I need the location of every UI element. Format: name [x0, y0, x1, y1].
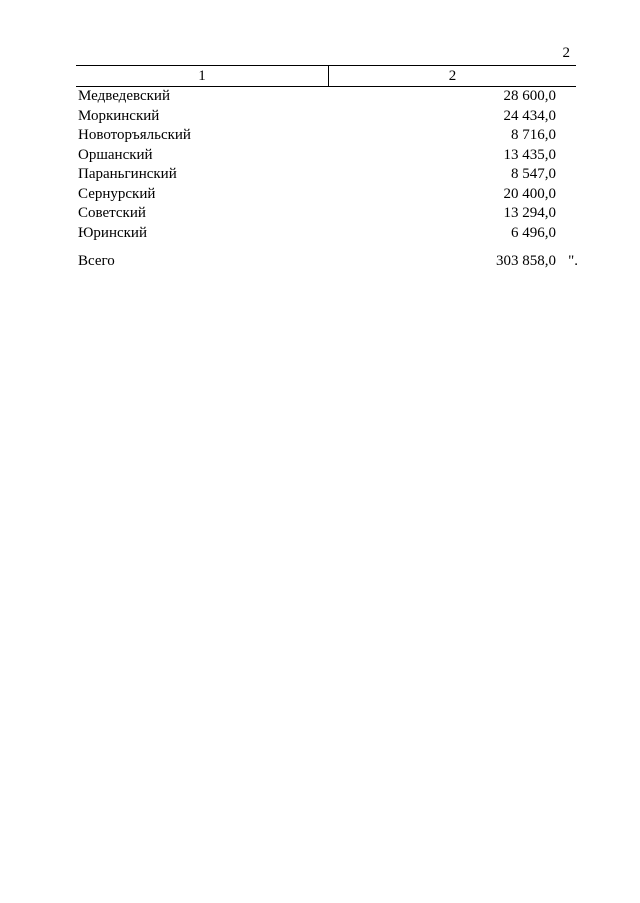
- column-header-1: 1: [76, 66, 329, 86]
- district-value: 24 434,0: [503, 107, 556, 124]
- district-name: Оршанский: [78, 146, 153, 163]
- total-label: Всего: [78, 253, 115, 269]
- district-value: 8 716,0: [511, 127, 556, 144]
- district-value: 8 547,0: [511, 166, 556, 183]
- district-value: 20 400,0: [503, 185, 556, 202]
- closing-quote: ".: [568, 253, 578, 269]
- table-row: [78, 185, 556, 205]
- table-row: [78, 107, 556, 127]
- district-name: Сернурский: [78, 185, 156, 202]
- column-header-2: 2: [448, 67, 457, 84]
- total-row: [78, 254, 578, 269]
- district-value: 13 294,0: [503, 205, 556, 222]
- district-name: Медведевский: [78, 88, 170, 105]
- district-value: 28 600,0: [503, 88, 556, 105]
- district-name: Советский: [78, 205, 146, 222]
- table-row: [78, 224, 556, 244]
- table-row: [78, 126, 556, 146]
- district-name: Юринский: [78, 224, 147, 241]
- total-value: 303 858,0: [496, 253, 556, 269]
- district-name: Новоторъяльский: [78, 127, 191, 144]
- page-number: 2: [562, 45, 570, 61]
- district-value: 6 496,0: [511, 224, 556, 241]
- table-row: [78, 204, 556, 224]
- table-body: [78, 87, 556, 243]
- table-row: [78, 165, 556, 185]
- table-row: [78, 146, 556, 166]
- table-header: [76, 65, 576, 87]
- district-name: Моркинский: [78, 107, 160, 124]
- table-row: [78, 87, 556, 107]
- district-value: 13 435,0: [503, 146, 556, 163]
- district-name: Параньгинский: [78, 166, 177, 183]
